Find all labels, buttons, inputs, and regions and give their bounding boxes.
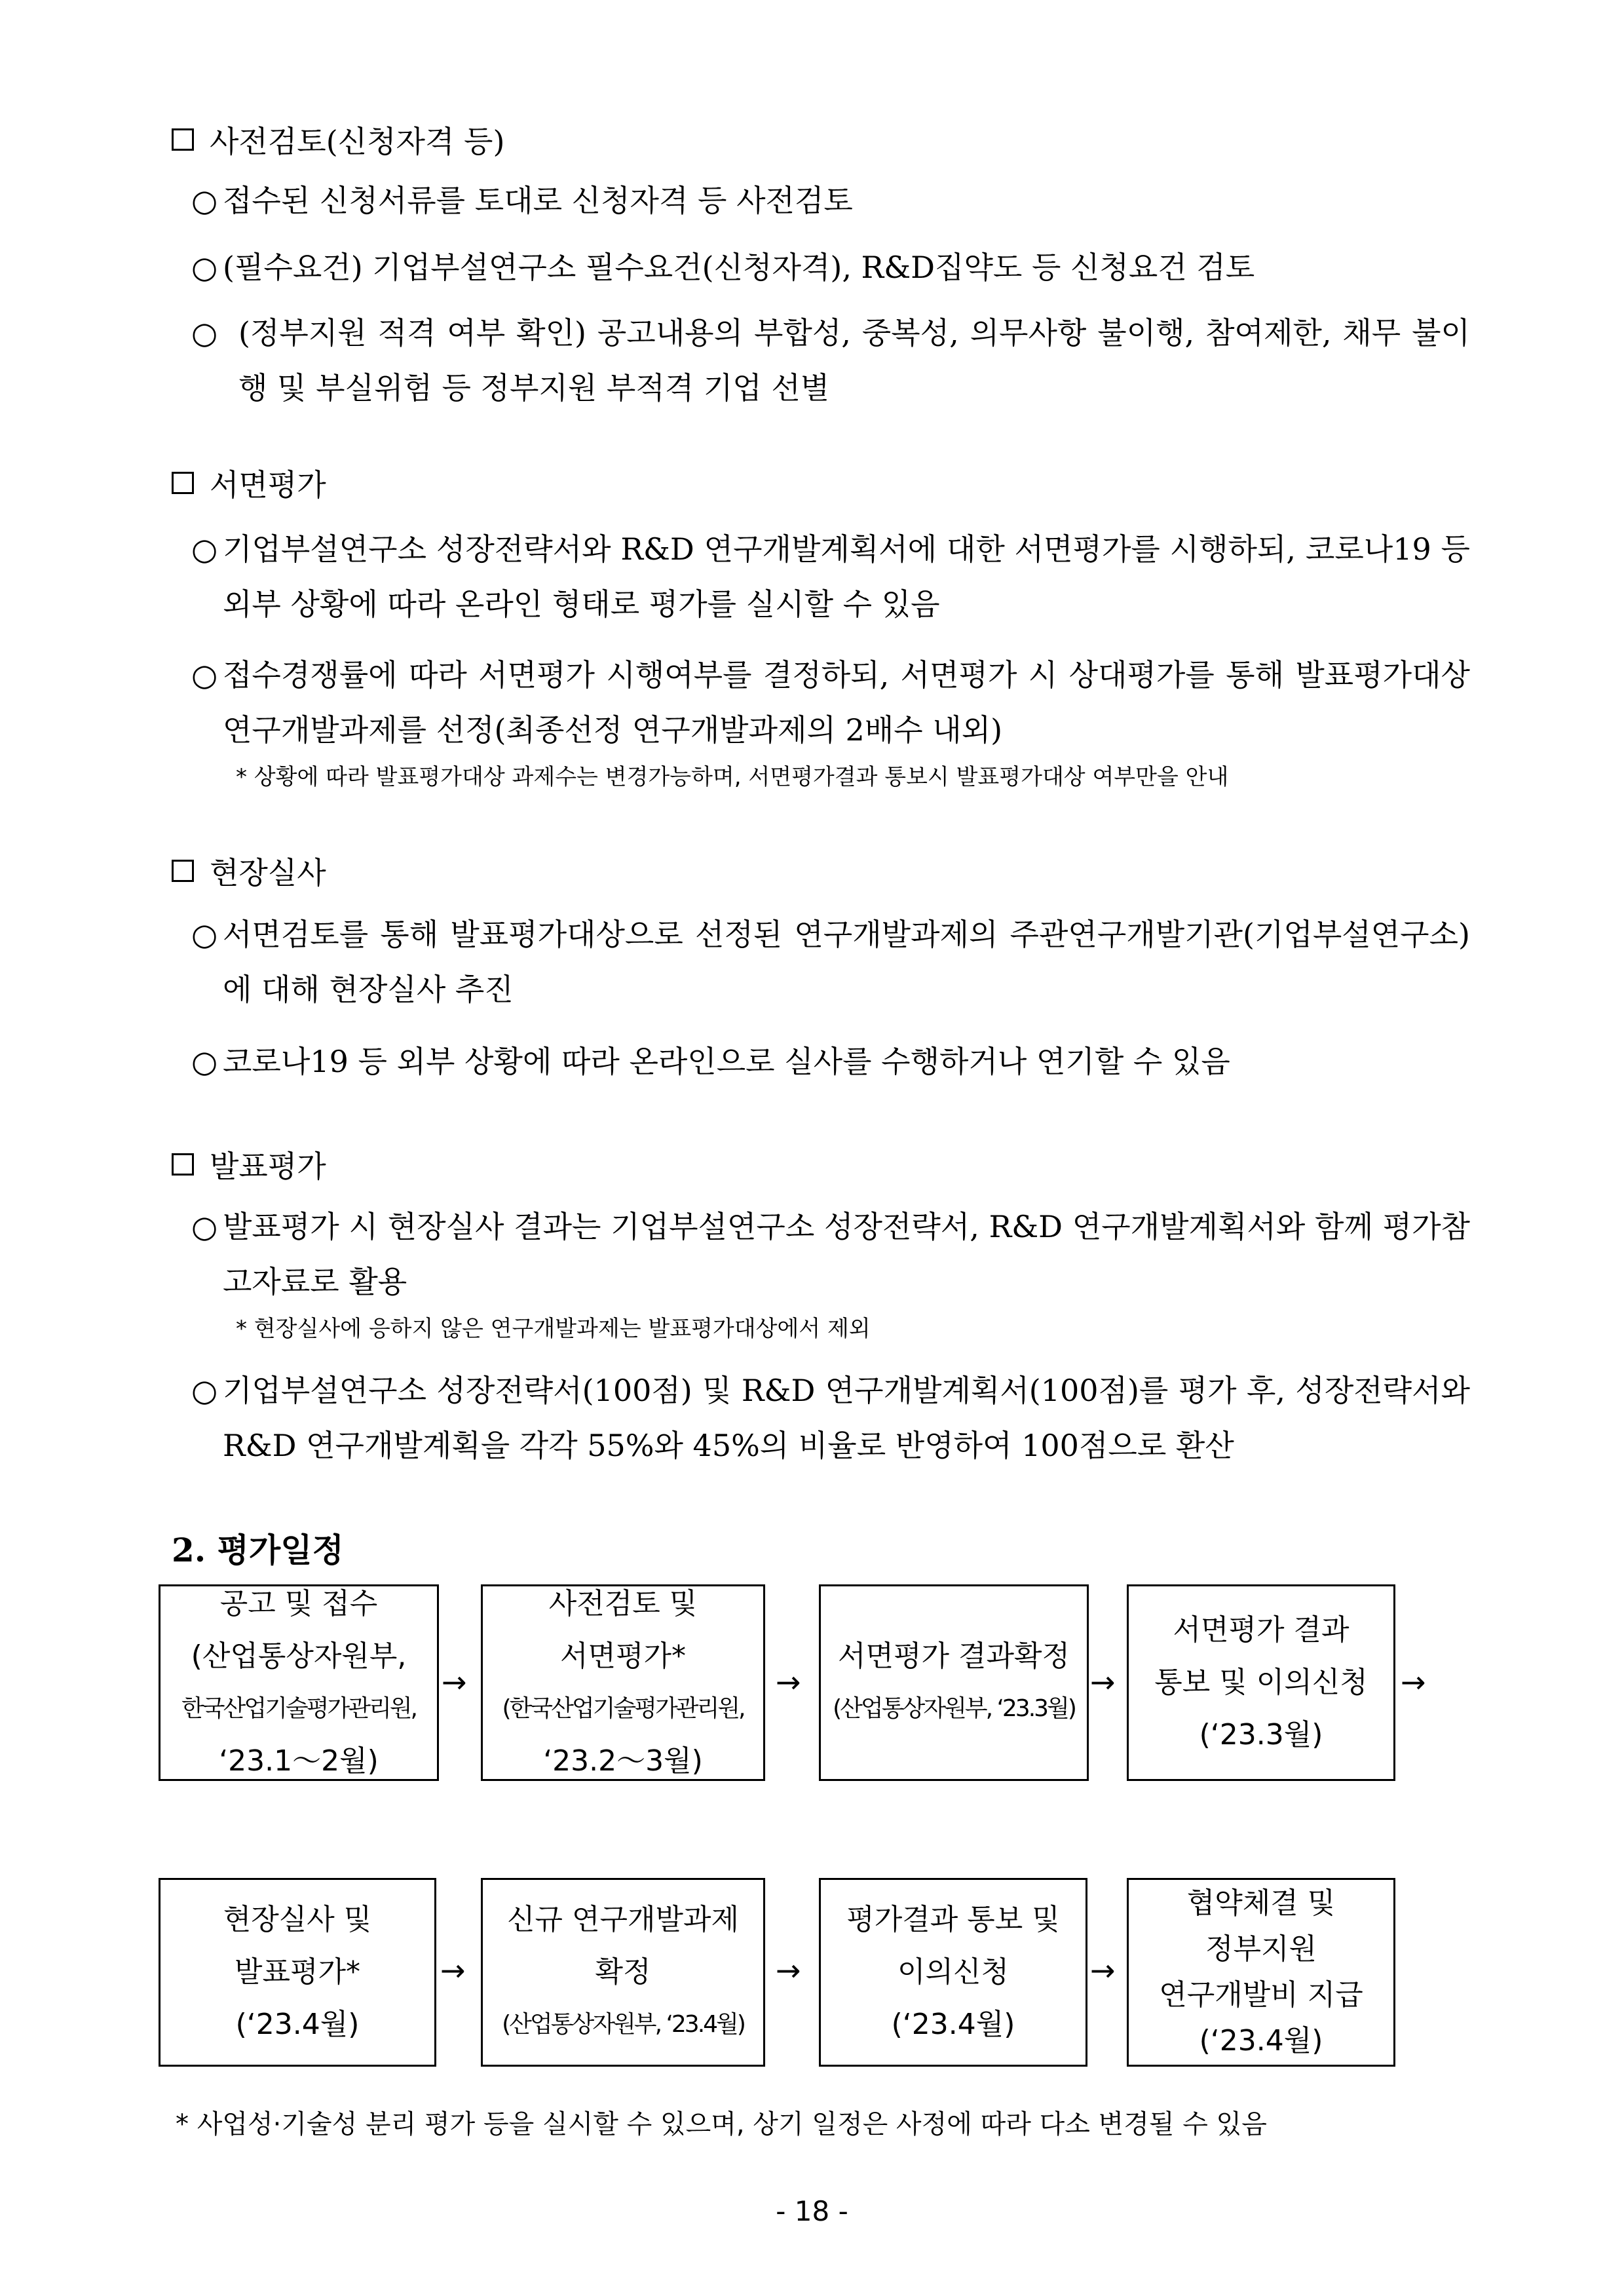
schedule-box-line: ‘23.1～2월) [219, 1744, 379, 1778]
schedule-box-line: 한국산업기술평가관리원, [181, 1695, 416, 1722]
section-title-text: 사전검토(신청자격 등) [210, 124, 505, 159]
schedule-box [481, 1584, 765, 1781]
right-arrow-icon: → [1090, 1953, 1116, 1988]
right-arrow-icon: → [440, 1953, 466, 1988]
circle-bullet-icon: ○ [191, 315, 218, 351]
schedule-box [481, 1878, 765, 2067]
checkbox-square-icon [172, 860, 194, 882]
schedule-box-line: (한국산업기술평가관리원, [502, 1695, 744, 1722]
schedule-box-line: 이의신청 [897, 1955, 1009, 1989]
list-item [191, 522, 1470, 632]
section-title-pre-review [172, 118, 504, 161]
schedule-box [159, 1878, 436, 2067]
circle-bullet-icon: ○ [191, 657, 218, 693]
bullet-text: (필수요건) 기업부설연구소 필수요건(신청자격), R&D집약도 등 신청요건 검토 [223, 250, 1255, 285]
bullet-text: (정부지원 적격 여부 확인) 공고내용의 부합성, 중복성, 의무사항 불이행, 참여제한, 채무 불이행 및 부실위험 등 정부지원 부적격 기업 선별 [238, 315, 1470, 406]
schedule-box-line: (산업통상자원부, [191, 1639, 407, 1673]
bullet-text: 코로나19 등 외부 상황에 따라 온라인으로 실사를 수행하거나 연기할 수 있음 [223, 1044, 1230, 1079]
schedule-box-line: 사전검토 및 [548, 1587, 698, 1620]
schedule-box [819, 1584, 1089, 1781]
checkbox-square-icon [172, 1153, 194, 1176]
list-item [191, 907, 1470, 1017]
schedule-box [159, 1584, 439, 1781]
note-text: * 현장실사에 응하지 않은 연구개발과제는 발표평가대상에서 제외 [236, 1316, 871, 1342]
schedule-box-line: ‘23.2～3월) [543, 1744, 703, 1778]
schedule-box-line: 신규 연구개발과제 [506, 1903, 740, 1936]
bullet-text: 접수된 신청서류를 토대로 신청자격 등 사전검토 [223, 183, 853, 218]
bullet-text: 발표평가 시 현장실사 결과는 기업부설연구소 성장전략서, R&D 연구개발계획서와 함께 평가참고자료로 활용 [223, 1209, 1470, 1299]
schedule-footnote: * 사업성·기술성 분리 평가 등을 실시할 수 있으며, 상기 일정은 사정에 따라 다소 변경될 수 있음 [176, 2109, 1267, 2139]
schedule-box-line: 통보 및 이의신청 [1154, 1666, 1368, 1699]
bullet-text: 접수경쟁률에 따라 서면평가 시행여부를 결정하되, 서면평가 시 상대평가를 통해 발표평가대상 연구개발과제를 선정(최종선정 연구개발과제의 2배수 내외) [223, 657, 1470, 748]
section-title-presentation-eval [172, 1143, 326, 1186]
schedule-box [1127, 1878, 1395, 2067]
schedule-box-line: 공고 및 접수 [219, 1587, 378, 1620]
section-title-text: 발표평가 [210, 1149, 326, 1184]
right-arrow-icon: → [776, 1664, 801, 1700]
list-item [191, 173, 1470, 228]
checkbox-square-icon [172, 472, 194, 494]
circle-bullet-icon: ○ [191, 183, 218, 218]
schedule-box-line: 평가결과 통보 및 [846, 1903, 1060, 1936]
circle-bullet-icon: ○ [191, 1373, 218, 1408]
circle-bullet-icon: ○ [191, 1209, 218, 1244]
schedule-box-line: 서면평가 결과 [1173, 1613, 1350, 1647]
right-arrow-icon: → [1090, 1664, 1116, 1700]
list-item [191, 1034, 1470, 1089]
schedule-box-line: (‘23.4월) [235, 2008, 360, 2041]
circle-bullet-icon: ○ [191, 1044, 218, 1079]
schedule-box-line: (‘23.4월) [891, 2008, 1015, 2041]
checkbox-square-icon [172, 128, 194, 151]
circle-bullet-icon: ○ [191, 917, 218, 952]
list-item [191, 1199, 1470, 1309]
schedule-title: 2. 평가일정 [172, 1531, 344, 1569]
section-title-text: 현장실사 [210, 855, 326, 890]
bullet-text: 기업부설연구소 성장전략서(100점) 및 R&D 연구개발계획서(100점)를 평가 후, 성장전략서와 R&D 연구개발계획을 각각 55%와 45%의 비율로 반영하여 100점으로 환산 [223, 1373, 1470, 1463]
right-arrow-icon: → [1401, 1664, 1426, 1700]
schedule-box-line: 연구개발비 지급 [1159, 1978, 1363, 2012]
list-item [191, 647, 1470, 757]
schedule-box-line: 서면평가* [559, 1639, 686, 1673]
schedule-box [819, 1878, 1087, 2067]
schedule-box-line: 현장실사 및 [223, 1903, 372, 1936]
schedule-box-line: (‘23.3월) [1199, 1718, 1323, 1751]
schedule-box-line: 확정 [595, 1955, 651, 1989]
schedule-box-line: (‘23.4월) [1199, 2024, 1323, 2057]
list-item [191, 1363, 1470, 1473]
circle-bullet-icon: ○ [191, 250, 218, 285]
note-text: * 상황에 따라 발표평가대상 과제수는 변경가능하며, 서면평가결과 통보시 발표평가대상 여부만을 안내 [236, 764, 1229, 790]
circle-bullet-icon: ○ [191, 531, 218, 567]
schedule-box-line: 협약체결 및 [1186, 1886, 1336, 1920]
list-item [191, 240, 1470, 295]
page-number: - 18 - [776, 2195, 848, 2227]
schedule-box-line: 발표평가* [234, 1955, 360, 1989]
list-item [191, 305, 1470, 415]
right-arrow-icon: → [776, 1953, 801, 1988]
right-arrow-icon: → [442, 1664, 467, 1700]
section-title-site-visit [172, 849, 326, 892]
section-title-document-eval [172, 461, 326, 505]
schedule-box-line: (산업통상자원부, ‘23.3월) [833, 1695, 1075, 1722]
schedule-box-line: 정부지원 [1205, 1932, 1317, 1966]
schedule-box-line: (산업통상자원부, ‘23.4월) [502, 2011, 744, 2038]
section-title-text: 서면평가 [210, 467, 326, 503]
bullet-text: 기업부설연구소 성장전략서와 R&D 연구개발계획서에 대한 서면평가를 시행하되, 코로나19 등 외부 상황에 따라 온라인 형태로 평가를 실시할 수 있음 [223, 531, 1470, 622]
schedule-box [1127, 1584, 1395, 1781]
schedule-box-line: 서면평가 결과확정 [837, 1639, 1070, 1673]
bullet-text: 서면검토를 통해 발표평가대상으로 선정된 연구개발과제의 주관연구개발기관(기업부설연구소)에 대해 현장실사 추진 [223, 917, 1470, 1007]
